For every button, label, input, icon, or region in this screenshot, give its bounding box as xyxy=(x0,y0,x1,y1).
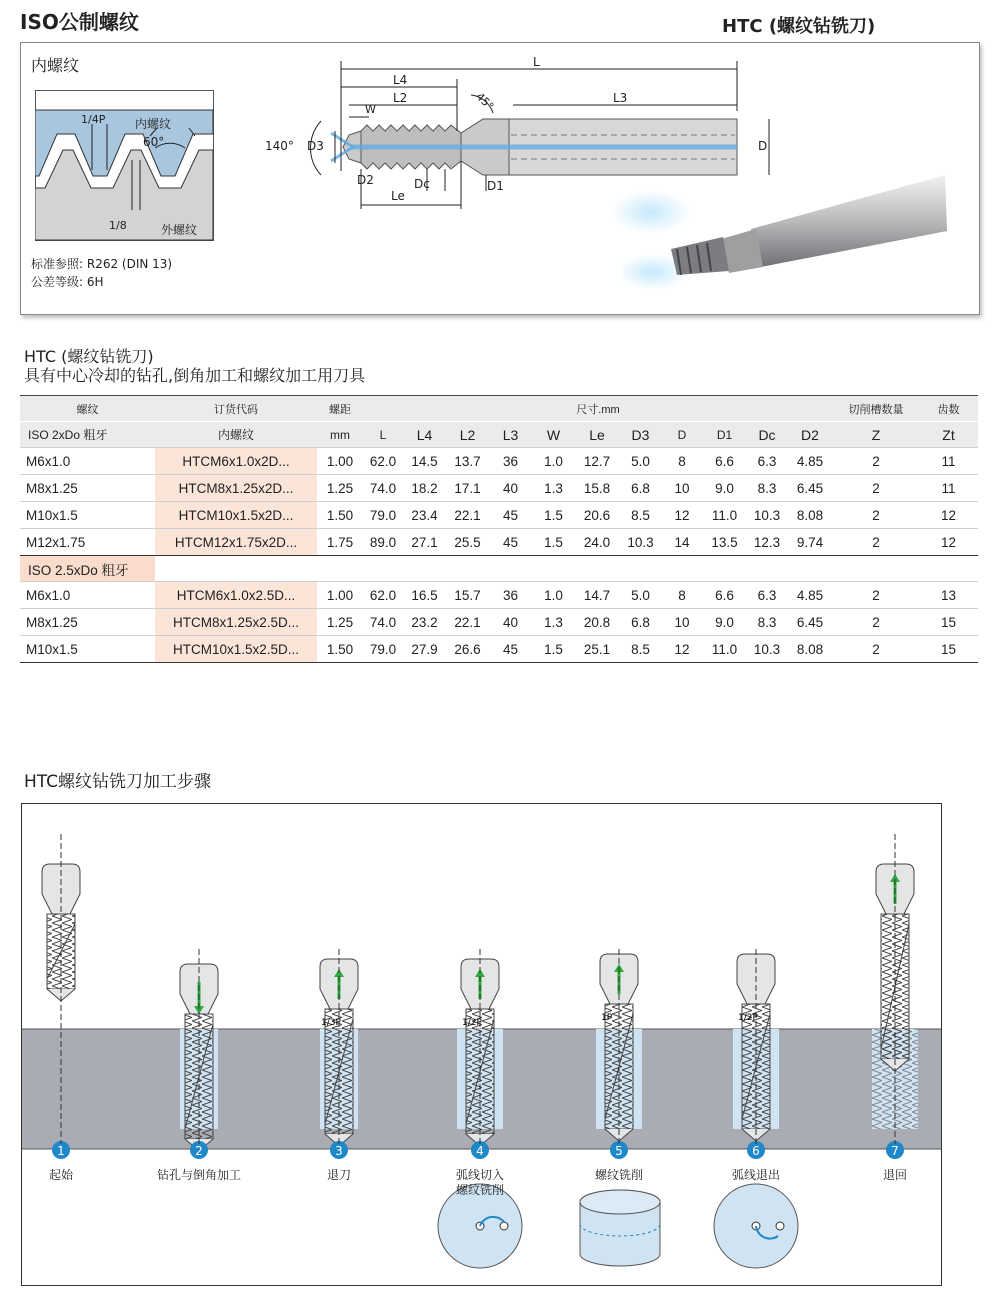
cell-p: 1.50 xyxy=(317,502,363,529)
cell-Z: 2 xyxy=(833,475,919,502)
cell-p: 1.25 xyxy=(317,475,363,502)
group1-rows xyxy=(20,448,978,556)
dim-L: L xyxy=(533,55,540,69)
h-L2: L2 xyxy=(446,422,489,448)
h-L4: L4 xyxy=(403,422,446,448)
cell-Le: 20.6 xyxy=(575,502,619,529)
step-label: 退刀 xyxy=(326,1168,351,1182)
cell-D: 8 xyxy=(662,582,702,609)
cell-D2: 8.08 xyxy=(787,636,833,663)
cell-L3: 45 xyxy=(489,529,532,556)
diagram-panel xyxy=(20,42,980,315)
cell-code: HTCM6x1.0x2.5D... xyxy=(155,582,317,609)
code-type: 内螺纹 xyxy=(155,422,317,448)
cell-D2: 9.74 xyxy=(787,529,833,556)
cell-code: HTCM10x1.5x2D... xyxy=(155,502,317,529)
cell-W: 1.3 xyxy=(532,475,575,502)
cell-Z: 2 xyxy=(833,529,919,556)
table-row xyxy=(20,609,978,636)
cell-L2: 25.5 xyxy=(446,529,489,556)
cell-L3: 40 xyxy=(489,609,532,636)
dim-D: D xyxy=(758,139,768,153)
cell-thread: M10x1.5 xyxy=(20,502,155,529)
cell-L2: 17.1 xyxy=(446,475,489,502)
step-number: 1 xyxy=(57,1144,65,1158)
cell-Z: 2 xyxy=(833,448,919,475)
step-note: 1/2P xyxy=(738,1013,758,1023)
dim-D2: D2 xyxy=(357,173,374,187)
cell-D1: 9.0 xyxy=(702,609,747,636)
cell-L2: 22.1 xyxy=(446,502,489,529)
eighth-p-label: 1/8 xyxy=(109,219,127,232)
cell-Z: 2 xyxy=(833,502,919,529)
cell-L4: 18.2 xyxy=(403,475,446,502)
cell-D: 12 xyxy=(662,636,702,663)
cell-Zt: 11 xyxy=(919,448,978,475)
col-pitch: 螺距 xyxy=(317,396,363,422)
cell-Zt: 15 xyxy=(919,636,978,663)
step-label: 退回 xyxy=(882,1168,907,1182)
cell-code: HTCM8x1.25x2D... xyxy=(155,475,317,502)
cell-L3: 45 xyxy=(489,502,532,529)
tool-step-7 xyxy=(876,864,914,1071)
cell-L: 79.0 xyxy=(363,502,403,529)
cell-L2: 26.6 xyxy=(446,636,489,663)
cell-W: 1.5 xyxy=(532,636,575,663)
cell-Zt: 15 xyxy=(919,609,978,636)
standard-reference: 标准参照: R262 (DIN 13) xyxy=(31,257,173,271)
h-L: L xyxy=(363,422,403,448)
steps-title: HTC螺纹钻铣刀加工步骤 xyxy=(24,772,212,792)
cell-D1: 9.0 xyxy=(702,475,747,502)
cell-thread: M6x1.0 xyxy=(20,582,155,609)
cell-D2: 4.85 xyxy=(787,582,833,609)
cell-L3: 36 xyxy=(489,582,532,609)
step-note: 1/2P xyxy=(462,1018,482,1028)
cell-Dc: 10.3 xyxy=(747,502,787,529)
cell-L4: 23.4 xyxy=(403,502,446,529)
cell-D1: 6.6 xyxy=(702,448,747,475)
cell-L2: 13.7 xyxy=(446,448,489,475)
quarter-p-label: 1/4P xyxy=(81,113,106,126)
cell-L4: 27.9 xyxy=(403,636,446,663)
h-Dc: Dc xyxy=(747,422,787,448)
cell-thread: M6x1.0 xyxy=(20,448,155,475)
step-label: 弧线退出 xyxy=(731,1168,780,1182)
cell-code: HTCM6x1.0x2D... xyxy=(155,448,317,475)
step-number: 4 xyxy=(476,1144,484,1158)
cell-Dc: 6.3 xyxy=(747,582,787,609)
cell-Z: 2 xyxy=(833,582,919,609)
h-L3: L3 xyxy=(489,422,532,448)
page-title: ISO公制螺纹 xyxy=(20,10,139,34)
dim-D1: D1 xyxy=(487,179,504,193)
cell-Zt: 12 xyxy=(919,529,978,556)
cell-D1: 6.6 xyxy=(702,582,747,609)
h-D1: D1 xyxy=(702,422,747,448)
cell-Dc: 6.3 xyxy=(747,448,787,475)
cell-p: 1.00 xyxy=(317,582,363,609)
h-Zt: Zt xyxy=(919,422,978,448)
h-Z: Z xyxy=(833,422,919,448)
cell-Le: 24.0 xyxy=(575,529,619,556)
cell-W: 1.3 xyxy=(532,609,575,636)
table-row xyxy=(20,502,978,529)
cell-D2: 6.45 xyxy=(787,609,833,636)
section-title xyxy=(24,347,365,385)
table-header-row-1 xyxy=(20,396,978,422)
cell-W: 1.5 xyxy=(532,502,575,529)
cell-L4: 14.5 xyxy=(403,448,446,475)
section-title-line1: HTC (螺纹钻铣刀) xyxy=(24,347,154,366)
cell-thread: M8x1.25 xyxy=(20,475,155,502)
tool-render-image xyxy=(611,167,956,307)
tolerance-grade: 公差等级: 6H xyxy=(31,275,104,289)
group2-label: ISO 2.5xDo 粗牙 xyxy=(20,556,155,582)
cell-D3: 8.5 xyxy=(619,502,662,529)
h-W: W xyxy=(532,422,575,448)
product-title: HTC (螺纹钻铣刀) xyxy=(722,16,876,37)
section-title-line2: 具有中心冷却的钻孔,倒角加工和螺纹加工用刀具 xyxy=(24,366,366,385)
steps-panel xyxy=(21,803,942,1286)
cell-D: 10 xyxy=(662,475,702,502)
step-number: 5 xyxy=(615,1144,623,1158)
cell-D3: 8.5 xyxy=(619,636,662,663)
internal-label: 内螺纹 xyxy=(135,117,172,131)
cell-L2: 15.7 xyxy=(446,582,489,609)
group-label: ISO 2xDo 粗牙 xyxy=(20,422,155,448)
cell-L4: 16.5 xyxy=(403,582,446,609)
cell-D3: 5.0 xyxy=(619,582,662,609)
cell-L4: 23.2 xyxy=(403,609,446,636)
cell-thread: M8x1.25 xyxy=(20,609,155,636)
cell-D1: 13.5 xyxy=(702,529,747,556)
spec-table xyxy=(20,395,978,663)
h-D3: D3 xyxy=(619,422,662,448)
col-thread: 螺纹 xyxy=(20,396,155,422)
dim-angle140: 140° xyxy=(265,139,294,153)
h-D2: D2 xyxy=(787,422,833,448)
step-note: 1/3P xyxy=(321,1018,341,1028)
group2-spacer xyxy=(155,556,978,582)
step-note: 1P xyxy=(601,1013,613,1023)
table-row xyxy=(20,475,978,502)
internal-thread-label: 内螺纹 xyxy=(31,56,80,75)
cell-Le: 25.1 xyxy=(575,636,619,663)
cell-L: 62.0 xyxy=(363,582,403,609)
col-order-code: 订货代码 xyxy=(155,396,317,422)
cell-L: 89.0 xyxy=(363,529,403,556)
step-label: 弧线切入 螺纹铣削 xyxy=(455,1168,504,1197)
dim-D3: D3 xyxy=(307,139,324,153)
step-number: 6 xyxy=(752,1144,760,1158)
cell-D2: 8.08 xyxy=(787,502,833,529)
step-label: 起始 xyxy=(48,1168,73,1182)
table-row xyxy=(20,529,978,556)
angle-60-label: 60° xyxy=(143,135,165,149)
table-row xyxy=(20,448,978,475)
dim-L4: L4 xyxy=(393,73,408,87)
col-flutes: 切削槽数量 xyxy=(833,396,919,422)
cell-p: 1.50 xyxy=(317,636,363,663)
cell-D3: 6.8 xyxy=(619,609,662,636)
cell-W: 1.5 xyxy=(532,529,575,556)
cell-Dc: 8.3 xyxy=(747,609,787,636)
unit-mm: mm xyxy=(317,422,363,448)
steps-illustration xyxy=(22,804,941,1285)
step-number: 2 xyxy=(195,1144,203,1158)
group2-header-row xyxy=(20,556,978,582)
cell-p: 1.75 xyxy=(317,529,363,556)
cell-code: HTCM12x1.75x2D... xyxy=(155,529,317,556)
cell-L: 62.0 xyxy=(363,448,403,475)
step-number: 7 xyxy=(891,1144,899,1158)
table-header-row-2 xyxy=(20,422,978,448)
cell-D3: 6.8 xyxy=(619,475,662,502)
cell-L: 74.0 xyxy=(363,475,403,502)
cell-thread: M10x1.5 xyxy=(20,636,155,663)
step-label: 钻孔与倒角加工 xyxy=(156,1168,241,1182)
cell-p: 1.25 xyxy=(317,609,363,636)
cell-Le: 15.8 xyxy=(575,475,619,502)
cell-D: 8 xyxy=(662,448,702,475)
cell-D3: 10.3 xyxy=(619,529,662,556)
dim-W: W xyxy=(365,103,376,116)
cell-code: HTCM8x1.25x2.5D... xyxy=(155,609,317,636)
cell-D3: 5.0 xyxy=(619,448,662,475)
cell-L4: 27.1 xyxy=(403,529,446,556)
step-number: 3 xyxy=(335,1144,343,1158)
cell-Zt: 12 xyxy=(919,502,978,529)
col-dims: 尺寸.mm xyxy=(363,396,833,422)
cell-L2: 22.1 xyxy=(446,609,489,636)
cell-Le: 14.7 xyxy=(575,582,619,609)
col-teeth: 齿数 xyxy=(919,396,978,422)
cell-W: 1.0 xyxy=(532,582,575,609)
cell-L3: 45 xyxy=(489,636,532,663)
cell-W: 1.0 xyxy=(532,448,575,475)
cell-Dc: 12.3 xyxy=(747,529,787,556)
external-label: 外螺纹 xyxy=(161,223,198,237)
dim-L3: L3 xyxy=(613,91,628,105)
cell-D2: 4.85 xyxy=(787,448,833,475)
h-D: D xyxy=(662,422,702,448)
cell-L: 79.0 xyxy=(363,636,403,663)
cell-L: 74.0 xyxy=(363,609,403,636)
dim-Dc: Dc xyxy=(414,177,430,191)
dim-angle45: 45° xyxy=(473,90,497,113)
cell-L3: 40 xyxy=(489,475,532,502)
cell-D: 10 xyxy=(662,609,702,636)
cell-L3: 36 xyxy=(489,448,532,475)
cell-D1: 11.0 xyxy=(702,636,747,663)
cell-Z: 2 xyxy=(833,609,919,636)
cell-Dc: 8.3 xyxy=(747,475,787,502)
cell-Le: 12.7 xyxy=(575,448,619,475)
h-Le: Le xyxy=(575,422,619,448)
dim-Le: Le xyxy=(391,189,405,203)
cell-code: HTCM10x1.5x2.5D... xyxy=(155,636,317,663)
cell-D: 14 xyxy=(662,529,702,556)
cell-D: 12 xyxy=(662,502,702,529)
cell-Zt: 13 xyxy=(919,582,978,609)
step-label: 螺纹铣削 xyxy=(594,1168,643,1182)
cell-p: 1.00 xyxy=(317,448,363,475)
cell-Z: 2 xyxy=(833,636,919,663)
cell-thread: M12x1.75 xyxy=(20,529,155,556)
cell-D2: 6.45 xyxy=(787,475,833,502)
cell-D1: 11.0 xyxy=(702,502,747,529)
table-row xyxy=(20,582,978,609)
cell-Dc: 10.3 xyxy=(747,636,787,663)
group2-rows xyxy=(20,582,978,663)
cell-Le: 20.8 xyxy=(575,609,619,636)
dim-L2: L2 xyxy=(393,91,408,105)
table-row xyxy=(20,636,978,663)
cell-Zt: 11 xyxy=(919,475,978,502)
